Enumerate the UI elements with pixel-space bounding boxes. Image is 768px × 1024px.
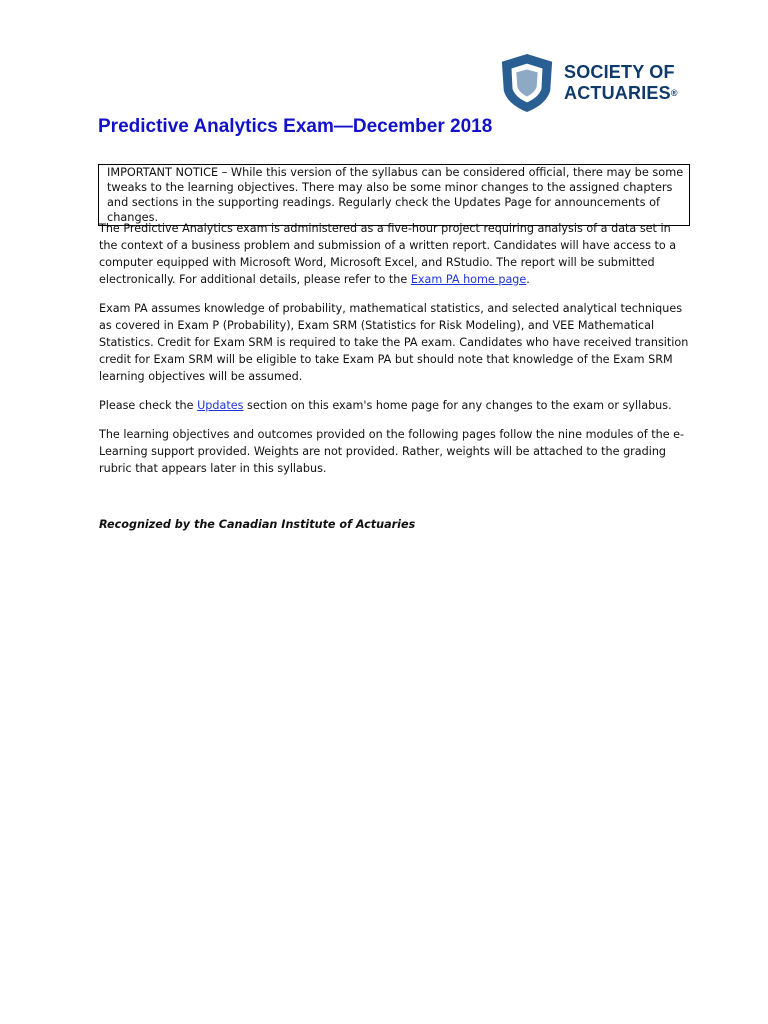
paragraph-learning-objectives: The learning objectives and outcomes provided on the following pages follow the nine modules of the e-Learning support provided. Weights are not provided. Rather, weights will be attached to the grading rubric that appears later in this syllabus.	[99, 428, 685, 475]
logo-wordmark	[564, 62, 678, 104]
paragraph-exam-overview-text: The Predictive Analytics exam is administered as a five-hour project requiring analysis of a data set in the context of a business problem and submission of a written report. Candidates will have access to a computer equipped with Microsoft Word, Microsoft Excel, and RStudio. The report will be submitted electronically. For additional details, please refer to the	[99, 222, 677, 286]
logo-line-1: SOCIETY OF	[564, 62, 675, 82]
registered-mark: ®	[670, 88, 678, 98]
logo-line-2	[564, 83, 678, 104]
updates-link[interactable]: Updates	[197, 399, 244, 412]
exam-pa-home-page-link[interactable]: Exam PA home page	[410, 273, 527, 286]
paragraph-exam-overview	[99, 220, 689, 288]
soa-logo	[498, 52, 678, 114]
important-notice-box: IMPORTANT NOTICE – While this version of the syllabus can be considered official, there may be some tweaks to the learning objectives. There may also be some minor changes to the assigned chapters and sections in the supporting readings. Regularly check the Updates Page for announcements of changes.	[98, 164, 690, 226]
paragraph-updates-after: section on this exam's home page for any changes to the exam or syllabus.	[243, 399, 672, 412]
logo-line-2-text: ACTUARIES	[564, 83, 671, 103]
paragraph-exam-overview-end: .	[526, 273, 530, 286]
paragraph-updates	[99, 397, 689, 414]
paragraph-prerequisites: Exam PA assumes knowledge of probability, mathematical statistics, and selected analytical techniques as covered in Exam P (Probability), Exam SRM (Statistics for Risk Modeling), and VEE Mathematical Statistics. Credit for Exam SRM is required to take the PA exam. Candidates who have received transition credit for Exam SRM will be eligible to take Exam PA but should note that knowledge of the Exam SRM learning objectives will be assumed.	[99, 302, 689, 383]
paragraph-updates-before: Please check the	[99, 399, 198, 412]
recognition-statement: Recognized by the Canadian Institute of Actuaries	[99, 518, 416, 531]
shield-icon	[498, 52, 556, 114]
body-text	[99, 220, 689, 489]
page-title: Predictive Analytics Exam—December 2018	[98, 116, 493, 137]
